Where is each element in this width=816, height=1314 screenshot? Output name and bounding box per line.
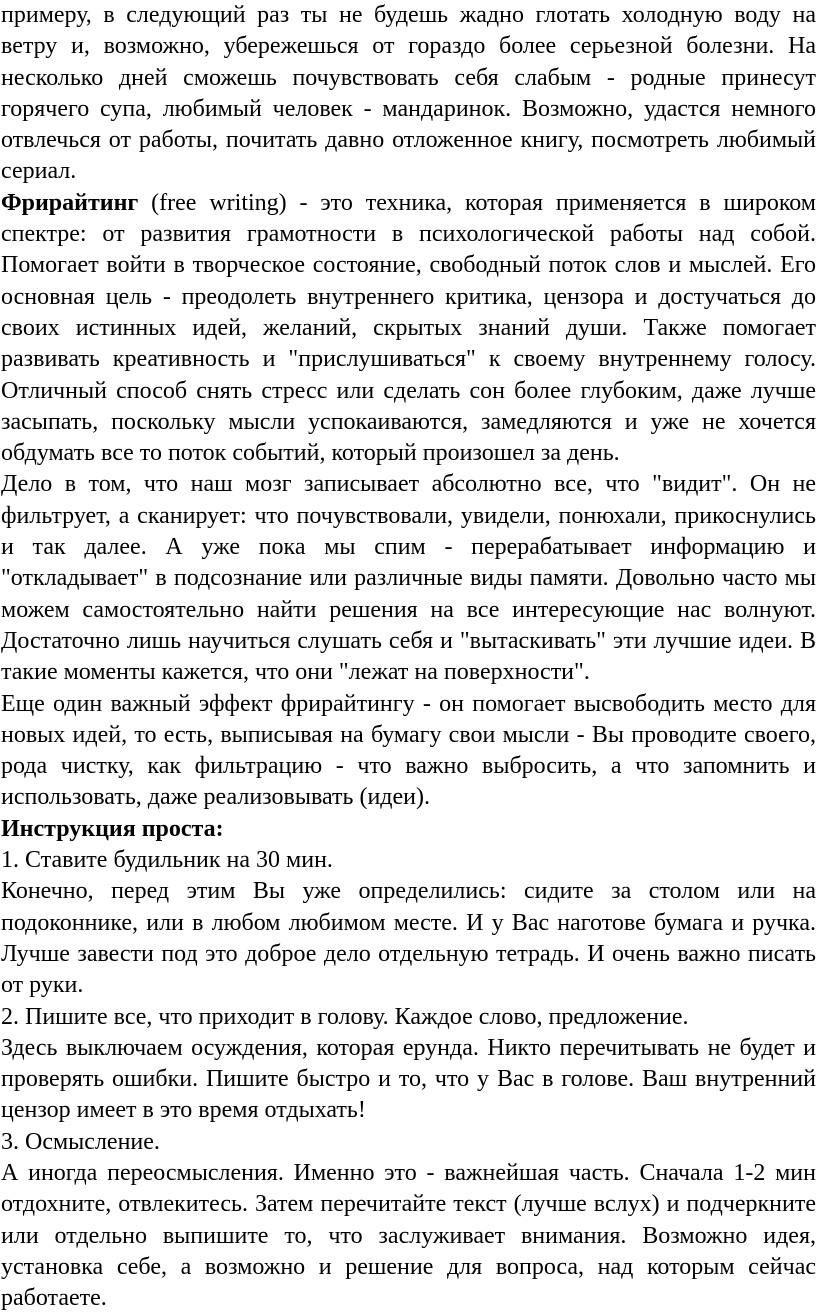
paragraph-brain-records: Дело в том, что наш мозг записывает абсолютно все, что "видит". Он не фильтрует, а сканирует: что почувствовали, увидели, понюхали, прикоснулись и так далее. А уже пока мы спим - перерабатывает информацию и "откладывает" в подсознание или различные виды памяти. Довольно часто мы можем самостоятельно найти решения на все интересующие нас волнуют. Достаточно лишь научиться слушать себя и "вытаскивать" эти лучшие идеи. В такие моменты кажется, что они "лежат на поверхности". (1, 471, 816, 686)
step-2-title: 2. Пишите все, что приходит в голову. Каждое слово, предложение. (1, 1003, 689, 1030)
paragraph-important-effect: Еще один важный эффект фрирайтингу - он помогает высвободить место для новых идей, то есть, выписывая на бумагу свои мысли - Вы проводите своего, рода чистку, как фильтрацию - что важно выбросить, а что запомнить и использовать, даже реализовывать (идеи). (1, 690, 816, 811)
step-2-description: Здесь выключаем осуждения, которая ерунда. Никто перечитывать не будет и проверять ошибки. Пишите быстро и то, что у Вас в голове. Ваш внутренний цензор имеет в это время отдыхать! (1, 1034, 816, 1124)
step-1-description: Конечно, перед этим Вы уже определились: сидите за столом или на подоконнике, или в любом любимом месте. И у Вас наготове бумага и ручка. Лучше завести под это доброе дело отдельную тетрадь. И очень важно писать от руки. (1, 878, 816, 999)
step-3-description: А иногда переосмысления. Именно это - важнейшая часть. Сначала 1-2 мин отдохните, отвлекитесь. Затем перечитайте текст (лучше вслух) и подчеркните или отдельно выпишите то, что заслуживает внимания. Возможно идея, установка себе, а возможно и решение для вопроса, над которым сейчас работаете. (1, 1159, 816, 1312)
paragraph-intro-continuation: примеру, в следующий раз ты не будешь жадно глотать холодную воду на ветру и, возможно, убережешься от гораздо более серьезной болезни. На несколько дней сможешь почувствовать себя слабым - родные принесут горячего супа, любимый человек - мандаринок. Возможно, удастся немного отвлечься от работы, почитать давно отложенное книгу, посмотреть любимый сериал. (1, 2, 816, 185)
step-1-title: 1. Ставите будильник на 30 мин. (1, 847, 333, 874)
instructions-heading: Инструкция проста: (1, 815, 224, 842)
paragraph-freewriting-text: (free writing) - это техника, которая применяется в широком спектре: от развития грамотности в психологической работы над собой. Помогает войти в творческое состояние, свободный поток слов и мыслей. Его основная цель - преодолеть внутреннего критика, цензора и достучаться до своих истинных идей, желаний, скрытых знаний души. Также помогает развивать креативность и "прислушиваться" к своему внутреннему голосу. Отличный способ снять стресс или сделать сон более глубоким, даже лучше засыпать, поскольку мысли успокаиваются, замедляются и уже не хочется обдумать все то поток событий, который произошел за день. (1, 189, 816, 467)
term-freewriting: Фрирайтинг (1, 189, 139, 216)
paragraph-freewriting-definition (1, 188, 816, 470)
step-3-title: 3. Осмысление. (1, 1128, 160, 1155)
